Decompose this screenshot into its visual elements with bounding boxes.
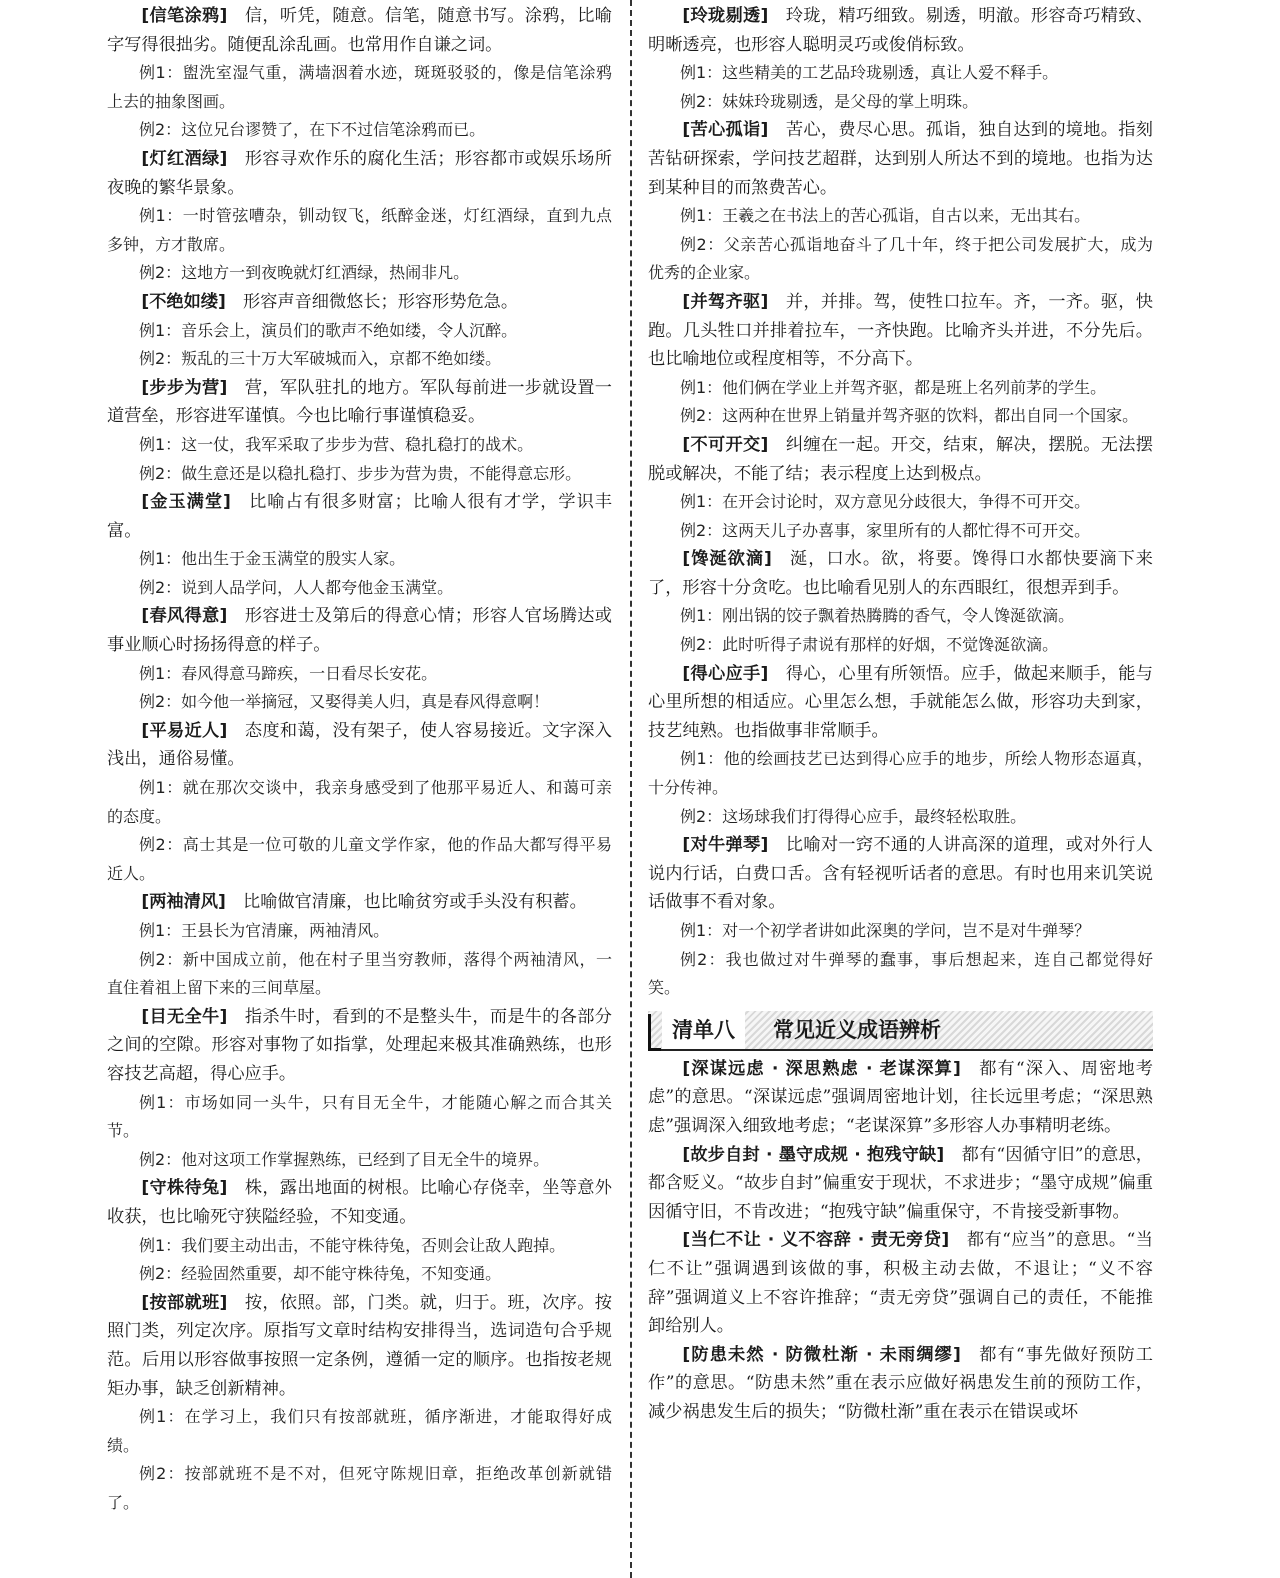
idiom-definition: 株，露出地面的树根。比喻心存侥幸，坐等意外收获，也比喻死守狭隘经验，不知变通。 [107, 1178, 612, 1227]
example-sentence: 例2：按部就班不是不对，但死守陈规旧章，拒绝改革创新就错了。 [107, 1464, 612, 1512]
example-sentence: 例2：说到人品学问，人人都夸他金玉满堂。 [139, 577, 454, 597]
idiom-term: [防患未然 · 防微杜渐 · 未雨绸缪] [682, 1344, 961, 1365]
idiom-term: [目无全牛] [141, 1006, 228, 1027]
idiom-definition: 都有“深入、周密地考虑”的意思。“深谋远虑”强调周密地计划，往长远里考虑；“深思熟虑”强调深入细致地考虑；“老谋深算”多形容人办事精明老练。 [648, 1058, 1153, 1136]
example-sentence: 例1：在开会讨论时，双方意见分歧很大，争得不可开交。 [680, 492, 1091, 512]
idiom-term: [并驾齐驱] [682, 291, 769, 312]
idiom-entry [107, 145, 612, 202]
idiom-entry [648, 116, 1153, 202]
idiom-entry [107, 374, 612, 431]
example-sentence: 例1：我们要主动出击，不能守株待兔，否则会让敌人跑掉。 [139, 1235, 566, 1255]
idiom-definition: 比喻做官清廉，也比喻贫穷或手头没有积蓄。 [225, 892, 587, 913]
idiom-entry [648, 545, 1153, 602]
left-column [107, 2, 612, 1517]
idiom-definition: 形容寻欢作乐的腐化生活；形容都市或娱乐场所夜晚的繁华景象。 [107, 148, 612, 198]
example-sentence: 例1：他出生于金玉满堂的殷实人家。 [139, 549, 406, 569]
idiom-term: [金玉满堂] [141, 492, 231, 513]
idiom-term: [故步自封 · 墨守成规 · 抱残守缺] [682, 1144, 945, 1165]
idiom-term: [不可开交] [682, 434, 769, 455]
idiom-term: [信笔涂鸦] [141, 6, 228, 26]
example-sentence: 例2：这地方一到夜晚就灯红酒绿，热闹非凡。 [139, 263, 470, 283]
idiom-definition: 信，听凭，随意。信笔，随意书写。涂鸦，比喻字写得很拙劣。随便乱涂乱画。也常用作自谦之词。 [107, 6, 612, 55]
example-sentence: 例2：他对这项工作掌握熟练，已经到了目无全牛的境界。 [139, 1149, 550, 1169]
example-sentence: 例1：对一个初学者讲如此深奥的学问，岂不是对牛弹琴？ [680, 921, 1091, 940]
idiom-entry [107, 717, 612, 774]
example-sentence: 例2：这位兄台谬赞了，在下不过信笔涂鸦而已。 [139, 120, 486, 140]
example-sentence: 例1：一时管弦嘈杂，钏动钗飞，纸醉金迷，灯红酒绿，直到九点多钟，方才散席。 [107, 206, 612, 254]
example-sentence: 例2：我也做过对牛弹琴的蠢事，事后想起来，连自己都觉得好笑。 [648, 949, 1153, 998]
idiom-term: [馋涎欲滴] [682, 549, 772, 570]
example-sentence: 例2：高士其是一位可敬的儿童文学作家，他的作品大都写得平易近人。 [107, 835, 612, 883]
idiom-definition: 比喻对一窍不通的人讲高深的道理，或对外行人说内行话，白费口舌。含有轻视听话者的意思。有时也用来讥笑说话做事不看对象。 [648, 835, 1153, 913]
idiom-term: [不绝如缕] [141, 291, 226, 312]
example-sentence: 例2：做生意还是以稳扎稳打、步步为营为贵，不能得意忘形。 [139, 463, 582, 483]
idiom-entry [648, 1226, 1153, 1340]
section-bracket-decoration [648, 1014, 661, 1051]
example-sentence: 例1：他们俩在学业上并驾齐驱，都是班上名列前茅的学生。 [680, 377, 1107, 397]
example-sentence: 例2：此时听得子肃说有那样的好烟，不觉馋涎欲滴。 [680, 635, 1059, 655]
example-sentence: 例2：叛乱的三十万大军破城而入，京都不绝如缕。 [139, 349, 502, 369]
example-sentence: 例2：经验固然重要，却不能守株待兔，不知变通。 [139, 1264, 502, 1284]
idiom-definition: 营，军队驻扎的地方。军队每前进一步就设置一道营垒，形容进军谨慎。今也比喻行事谨慎稳妥。 [107, 377, 612, 427]
idiom-definition: 纠缠在一起。开交，结束，解决，摆脱。无法摆脱或解决，不能了结；表示程度上达到极点。 [648, 434, 1153, 484]
idiom-entry [107, 1174, 612, 1231]
example-sentence: 例1：这一仗，我军采取了步步为营、稳扎稳打的战术。 [139, 434, 534, 454]
idiom-term: [春风得意] [141, 606, 228, 627]
idiom-term: [得心应手] [682, 663, 769, 684]
idiom-entry [648, 831, 1153, 917]
idiom-term: [按部就班] [141, 1292, 228, 1313]
example-sentence: 例1：市场如同一头牛，只有目无全牛，才能随心解之而合其关节。 [107, 1092, 612, 1141]
idiom-entry [648, 1055, 1153, 1141]
example-sentence: 例1：王县长为官清廉，两袖清风。 [139, 921, 390, 940]
idiom-entry [107, 888, 612, 917]
idiom-entry [107, 2, 612, 59]
example-sentence: 例2：父亲苦心孤诣地奋斗了几十年，终于把公司发展扩大，成为优秀的企业家。 [648, 234, 1153, 283]
example-sentence: 例1：王羲之在书法上的苦心孤诣，自古以来，无出其右。 [680, 206, 1091, 226]
idiom-entry [107, 288, 612, 317]
idiom-definition: 玲珑，精巧细致。剔透，明澈。形容奇巧精致、明晰透亮，也形容人聪明灵巧或俊俏标致。 [648, 6, 1153, 55]
idiom-definition: 态度和蔼，没有架子，使人容易接近。文字深入浅出，通俗易懂。 [107, 720, 612, 770]
example-sentence: 例1：刚出锅的饺子飘着热腾腾的香气，令人馋涎欲滴。 [680, 606, 1075, 626]
idiom-definition: 得心，心里有所领悟。应手，做起来顺手，能与心里所想的相适应。心里怎么想，手就能怎么做，形容功夫到家，技艺纯熟。也指做事非常顺手。 [648, 663, 1153, 741]
idiom-entry [648, 660, 1153, 746]
example-sentence: 例1：他的绘画技艺已达到得心应手的地步，所绘人物形态逼真，十分传神。 [648, 749, 1153, 798]
idiom-entry [648, 431, 1153, 488]
example-sentence: 例1：盥洗室湿气重，满墙洇着水迹，斑斑驳驳的，像是信笔涂鸦上去的抽象图画。 [107, 63, 612, 111]
idiom-entry [107, 1003, 612, 1089]
idiom-term: [两袖清风] [141, 892, 226, 913]
example-sentence: 例1：这些精美的工艺品玲珑剔透，真让人爱不释手。 [680, 63, 1059, 83]
idiom-definition: 形容进士及第后的得意心情；形容人官场腾达或事业顺心时扬扬得意的样子。 [107, 606, 612, 656]
idiom-entry [648, 2, 1153, 59]
idiom-term: [苦心孤诣] [682, 120, 769, 141]
section-header [648, 1011, 1153, 1051]
idiom-definition: 都有“因循守旧”的意思，都含贬义。“故步自封”偏重安于现状，不求进步；“墨守成规”偏重因循守旧，不肯改进；“抱残守缺”偏重保守，不肯接受新事物。 [648, 1144, 1153, 1222]
example-sentence: 例2：如今他一举摘冠，又娶得美人归，真是春风得意啊！ [139, 692, 550, 712]
example-sentence: 例2：这场球我们打得得心应手，最终轻松取胜。 [680, 806, 1027, 826]
idiom-term: [深谋远虑 · 深思熟虑 · 老谋深算] [682, 1058, 961, 1079]
example-sentence: 例2：妹妹玲珑剔透，是父母的掌上明珠。 [680, 91, 979, 111]
idiom-definition: 并，并排。驾，使牲口拉车。齐，一齐。驱，快跑。几头牲口并排着拉车，一齐快跑。比喻齐头并进，不分先后。也比喻地位或程度相等，不分高下。 [648, 291, 1153, 370]
idiom-definition: 比喻占有很多财富；比喻人很有才学，学识丰富。 [107, 492, 612, 541]
idiom-term: [步步为营] [141, 377, 228, 398]
section-title: 常见近义成语辨析 [773, 1017, 941, 1042]
idiom-entry [107, 602, 612, 659]
example-sentence: 例2：这两种在世界上销量并驾齐驱的饮料，都出自同一个国家。 [680, 406, 1139, 426]
idiom-term: [当仁不让 · 义不容辞 · 责无旁贷] [682, 1230, 950, 1251]
section-number: 清单八 [662, 1011, 745, 1049]
idiom-entry [648, 288, 1153, 374]
right-column [648, 2, 1153, 1427]
idiom-definition: 苦心，费尽心思。孤诣，独自达到的境地。指刻苦钻研探索，学问技艺超群，达到别人所达不到的境地。也指为达到某种目的而煞费苦心。 [648, 120, 1153, 198]
example-sentence: 例1：春风得意马蹄疾，一日看尽长安花。 [139, 663, 438, 683]
idiom-term: [对牛弹琴] [682, 835, 769, 856]
idiom-entry [107, 488, 612, 545]
idiom-term: [平易近人] [141, 720, 228, 741]
idiom-term: [玲珑剔透] [682, 6, 769, 26]
example-sentence: 例1：音乐会上，演员们的歌声不绝如缕，令人沉醉。 [139, 320, 518, 340]
idiom-definition: 形容声音细微悠长；形容形势危急。 [225, 291, 519, 312]
idiom-definition: 涎，口水。欲，将要。馋得口水都快要滴下来了，形容十分贪吃。也比喻看见别人的东西眼红，很想弄到手。 [648, 549, 1153, 598]
idiom-definition: 指杀牛时，看到的不是整头牛，而是牛的各部分之间的空隙。形容对事物了如指掌，处理起来极其准确熟练，也形容技艺高超，得心应手。 [107, 1006, 612, 1084]
example-sentence: 例2：这两天儿子办喜事，家里所有的人都忙得不可开交。 [680, 520, 1091, 540]
idiom-definition: 都有“应当”的意思。“当仁不让”强调遇到该做的事，积极主动去做，不退让；“义不容辞”强调道义上不容许推辞；“责无旁贷”强调自己的责任，不能推卸给别人。 [648, 1230, 1153, 1337]
idiom-term: [守株待兔] [141, 1178, 228, 1199]
example-sentence: 例1：在学习上，我们只有按部就班，循序渐进，才能取得好成绩。 [107, 1407, 612, 1455]
idiom-definition: 按，依照。部，门类。就，归于。班，次序。按照门类，列定次序。原指写文章时结构安排得当，选词造句合乎规范。后用以形容做事按照一定条例，遵循一定的顺序。也指按老规矩办事，缺乏创新精神。 [107, 1292, 612, 1399]
idiom-entry [107, 1289, 612, 1403]
idiom-definition: 都有“事先做好预防工作”的意思。“防患未然”重在表示应做好祸患发生前的预防工作，减少祸患发生后的损失；“防微杜渐”重在表示在错误或坏 [648, 1344, 1153, 1422]
idiom-term: [灯红酒绿] [141, 148, 228, 169]
column-divider [630, 0, 632, 1578]
idiom-entry [648, 1341, 1153, 1427]
example-sentence: 例2：新中国成立前，他在村子里当穷教师，落得个两袖清风，一直住着祖上留下来的三间草屋。 [107, 949, 612, 998]
example-sentence: 例1：就在那次交谈中，我亲身感受到了他那平易近人、和蔼可亲的态度。 [107, 778, 612, 826]
idiom-entry [648, 1141, 1153, 1227]
